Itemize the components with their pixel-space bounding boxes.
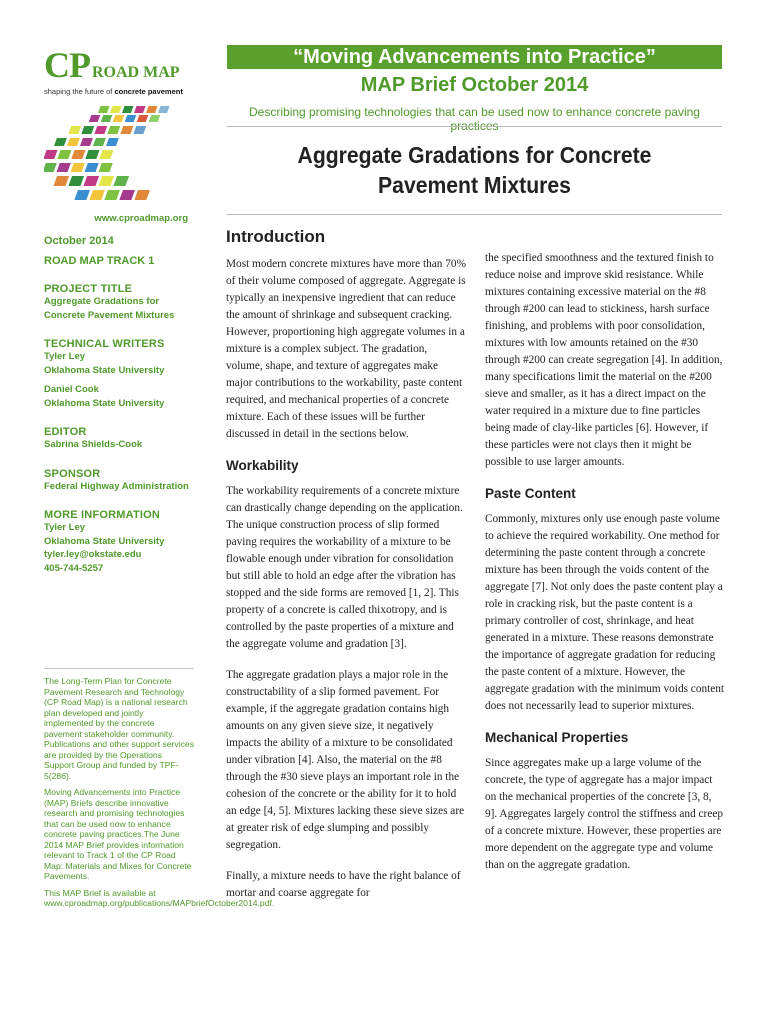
writer-name: Tyler Ley bbox=[44, 351, 86, 362]
sponsor-name: Federal Highway Administration bbox=[44, 480, 189, 492]
mechanical-properties-heading: Mechanical Properties bbox=[485, 730, 629, 745]
contact-name: Tyler Ley bbox=[44, 522, 86, 533]
paste-content-heading: Paste Content bbox=[485, 486, 576, 501]
sponsor-heading: SPONSOR bbox=[44, 467, 101, 480]
project-title-line: Aggregate Gradations for bbox=[44, 296, 160, 307]
writer-affiliation: Oklahoma State University bbox=[44, 397, 165, 409]
workability-paragraph: Finally, a mixture needs to have the right balance of mortar and coarse aggregate for bbox=[226, 870, 461, 899]
writers-heading: TECHNICAL WRITERS bbox=[44, 338, 165, 350]
document-title: Aggregate Gradations for Concrete Pavement Mixtures bbox=[297, 142, 652, 198]
mechanical-properties-text: Since aggregates make up a large volume of the concrete, the type of aggregate has a major impact on the mechanical properties of the concrete [3, 8, 9]. Aggregates largely control the stiffness and creep of a concrete mixture. However, these properties are more dependent on the aggregate type and volume than on the aggregate gradation. bbox=[485, 757, 723, 871]
sidebar-notes bbox=[44, 676, 275, 915]
writer-affiliation: Oklahoma State University bbox=[44, 364, 165, 376]
slogan-banner: “Moving Advancements into Practice” bbox=[227, 45, 722, 69]
cp-road-map-logo bbox=[44, 44, 194, 96]
workability-heading: Workability bbox=[226, 458, 299, 473]
project-title-line: Concrete Pavement Mixtures bbox=[44, 309, 175, 321]
brief-title: MAP Brief October 2014 bbox=[360, 74, 589, 96]
issue-date: October 2014 bbox=[44, 235, 114, 247]
project-title-heading: PROJECT TITLE bbox=[44, 283, 133, 295]
brief-description: Describing promising technologies that can be used now to enhance concrete paving practices bbox=[249, 105, 700, 133]
contact-affiliation: Oklahoma State University bbox=[44, 535, 165, 547]
track-label: ROAD MAP TRACK 1 bbox=[44, 255, 155, 267]
website-link[interactable]: www.cproadmap.org bbox=[94, 213, 188, 224]
workability-paragraph: The workability requirements of a concrete mixture can drastically change depending on the application. The unique construction process of slip formed paving requires the workability of a mixture to be flowable enough under vibration for consolidation but still able to hold an edge after the vibration has stopped and the side forms are removed [1, 2]. This property of a concrete is called thixotropy, and is controlled by the paste properties of a mixture and the aggregate volume and gradation [3]. bbox=[226, 485, 463, 650]
introduction-text: Most modern concrete mixtures have more than 70% of their volume composed of aggregate. Aggregate is typically an inexpensive ingredient that can reduce the amount of shrinkage and subsequent cracking. However, proportioning high aggregate volumes in a mixture is a complex subject. The gradation, volume, shape, and texture of aggregates make major contributions to the workability, paste content required, and mechanical properties of a concrete mixture. Each of these issues will be further discussed in detail in the sections below. bbox=[226, 258, 466, 440]
road-map-graphic bbox=[44, 102, 189, 210]
body-column-2 bbox=[485, 250, 725, 888]
introduction-heading: Introduction bbox=[226, 227, 326, 246]
note-paragraph: This MAP Brief is available at www.cproadmap.org/publications/MAPbriefOctober2014.pdf. bbox=[44, 887, 275, 908]
body-column-1 bbox=[226, 226, 466, 916]
divider bbox=[227, 214, 722, 215]
paste-content-text: Commonly, mixtures only use enough paste volume to achieve the required workability. One method for determining the paste content through a concrete mixture has been through the voids content of the aggregate [7]. Not only does the paste content play a role in cracking risk, but the paste content is a primary controller of cost, shrinkage, and heat generated in a mixture. These reasons demonstrate the importance of aggregate gradation for reducing the paste content of a mixture. However, the aggregate gradation with the minimum voids content does not necessarily lead to superior mixtures. bbox=[485, 513, 725, 712]
road-tiles bbox=[44, 106, 170, 200]
editor-name: Sabrina Shields-Cook bbox=[44, 439, 143, 450]
divider bbox=[44, 668, 194, 669]
note-paragraph: Moving Advancements into Practice (MAP) Briefs describe innovative research and promising technologies that can be used now to enhance concrete paving practices.The June 2014 MAP Brief provides information relevant to Track 1 of the CP Road Map: Materials and Mixes for Concrete Pavements. bbox=[44, 787, 192, 881]
logo-road-map: ROAD MAP bbox=[92, 64, 180, 81]
sidebar bbox=[44, 235, 194, 575]
more-info-heading: MORE INFORMATION bbox=[44, 509, 161, 521]
writer-name: Daniel Cook bbox=[44, 384, 99, 395]
contact-email[interactable]: tyler.ley@okstate.edu bbox=[44, 549, 142, 560]
workability-continuation: the specified smoothness and the textured finish to reduce noise and improve skid resistance. While mixtures containing excessive material on the #8 through #200 can lead to stickiness, harsh surface finishing, and problems with poor consolidation, mixtures with low amounts retained on the #30 through #200 can create segregation [4]. In addition, many specifications limit the material on the #200 sieve and smaller, as it has a direct impact on the water required in a mixture due to fine particles being made of clay-like particles [6]. However, if these particles were not clays then it might be possible to use larger amounts. bbox=[485, 252, 723, 468]
note-paragraph: The Long-Term Plan for Concrete Pavement Research and Technology (CP Road Map) is a national research plan developed and jointly implemented by the concrete pavement stakeholder community. Publications and other support services are provided by the Operations Support Group and funded by TPF-5(286). bbox=[44, 676, 194, 781]
workability-paragraph: The aggregate gradation plays a major role in the constructability of a slip formed pavement. For example, if the aggregate gradation contains high amounts on any given sieve size, it negatively impacts the ability of a mixture to be consolidated under vibration [4]. Also, the material on the #8 through the #30 sieve plays an important role in the cohesion of the concrete or the ability for it to hold an edge [4, 5]. Mixtures lacking these sieve sizes are at greater risk of edge slumping and possibly segregation. bbox=[226, 669, 465, 851]
logo-cp: CP bbox=[44, 45, 90, 85]
editor-heading: EDITOR bbox=[44, 426, 87, 438]
logo-tagline: shaping the future of concrete pavement bbox=[44, 87, 183, 96]
contact-phone: 405-744-5257 bbox=[44, 562, 104, 574]
divider bbox=[227, 126, 722, 127]
